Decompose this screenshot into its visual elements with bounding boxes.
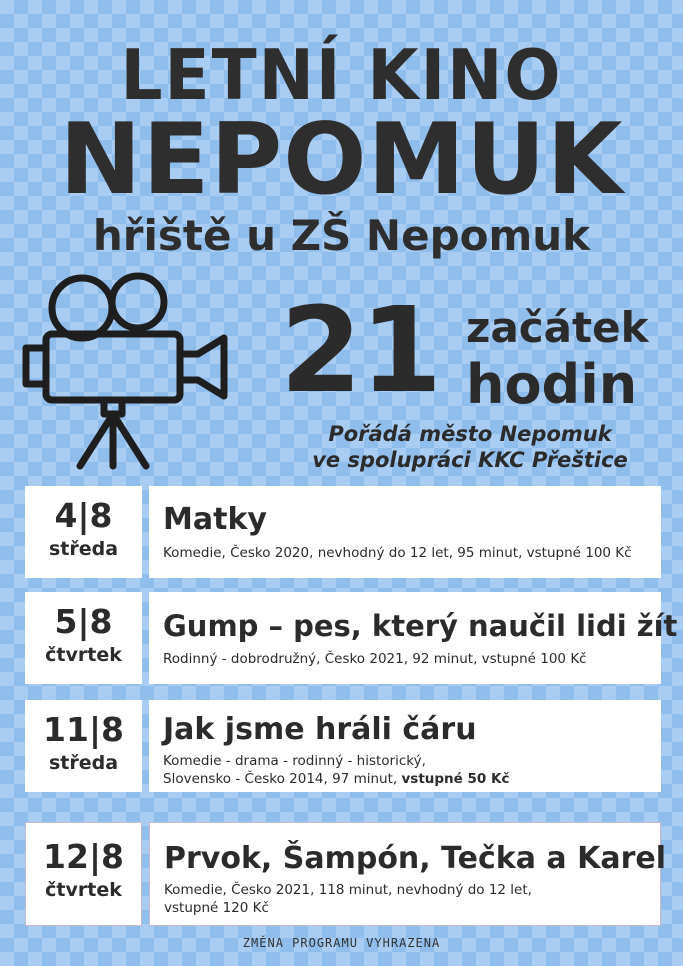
movie-title: Jak jsme hráli čáru [163, 712, 477, 747]
poster-venue: hřiště u ZŠ Nepomuk [92, 211, 591, 260]
movie-description: Komedie - drama - rodinný - historický, Slovensko - Česko 2014, 97 minut, vstupné 50 Kč [163, 753, 510, 787]
screening-info-box [149, 486, 661, 578]
screening-info-box [149, 700, 661, 792]
start-label-top: začátek [466, 303, 649, 352]
movie-title: Prvok, Šampón, Tečka a Karel [164, 841, 666, 876]
start-hour: 21 [280, 281, 441, 419]
screening-day: středa [48, 538, 119, 560]
program-change-note: ZMĚNA PROGRAMU VYHRAZENA [242, 936, 441, 950]
movie-description: Rodinný - dobrodružný, Česko 2021, 92 minut, vstupné 100 Kč [163, 651, 587, 667]
screening-date-box [25, 700, 142, 792]
poster-title-line1: LETNÍ KINO [120, 35, 563, 116]
screening-date-box [25, 486, 142, 578]
screening-date-box [25, 822, 142, 926]
screening-date: 4|8 [54, 496, 113, 535]
start-label-bottom: hodin [466, 353, 638, 416]
movie-description: Komedie, Česko 2021, 118 minut, nevhodný do 12 let, vstupné 120 Kč [164, 882, 532, 916]
screening-info-box [149, 592, 678, 684]
screening-row [25, 822, 666, 916]
screening-date: 12|8 [43, 837, 124, 876]
screening-day: středa [48, 752, 119, 774]
movie-title: Matky [163, 502, 267, 537]
screening-row [25, 486, 661, 578]
poster-title-town: NEPOMUK [59, 103, 624, 217]
screening-info-box [149, 822, 666, 926]
screening-row [25, 592, 678, 684]
screening-row [25, 700, 661, 792]
organizer-line2: ve spolupráci KKC Přeštice [312, 448, 628, 472]
screening-day: čtvrtek [45, 644, 122, 666]
screening-date: 5|8 [54, 602, 113, 641]
movie-camera-icon [20, 268, 235, 473]
movie-description: Komedie, Česko 2020, nevhodný do 12 let, 95 minut, vstupné 100 Kč [163, 545, 632, 561]
screening-day: čtvrtek [45, 879, 122, 901]
screening-date: 11|8 [43, 710, 124, 749]
organizer-line1: Pořádá město Nepomuk [328, 422, 612, 446]
movie-title: Gump – pes, který naučil lidi žít [163, 609, 678, 643]
screening-date-box [25, 592, 142, 684]
ticket-price: vstupné 50 Kč [401, 771, 510, 787]
